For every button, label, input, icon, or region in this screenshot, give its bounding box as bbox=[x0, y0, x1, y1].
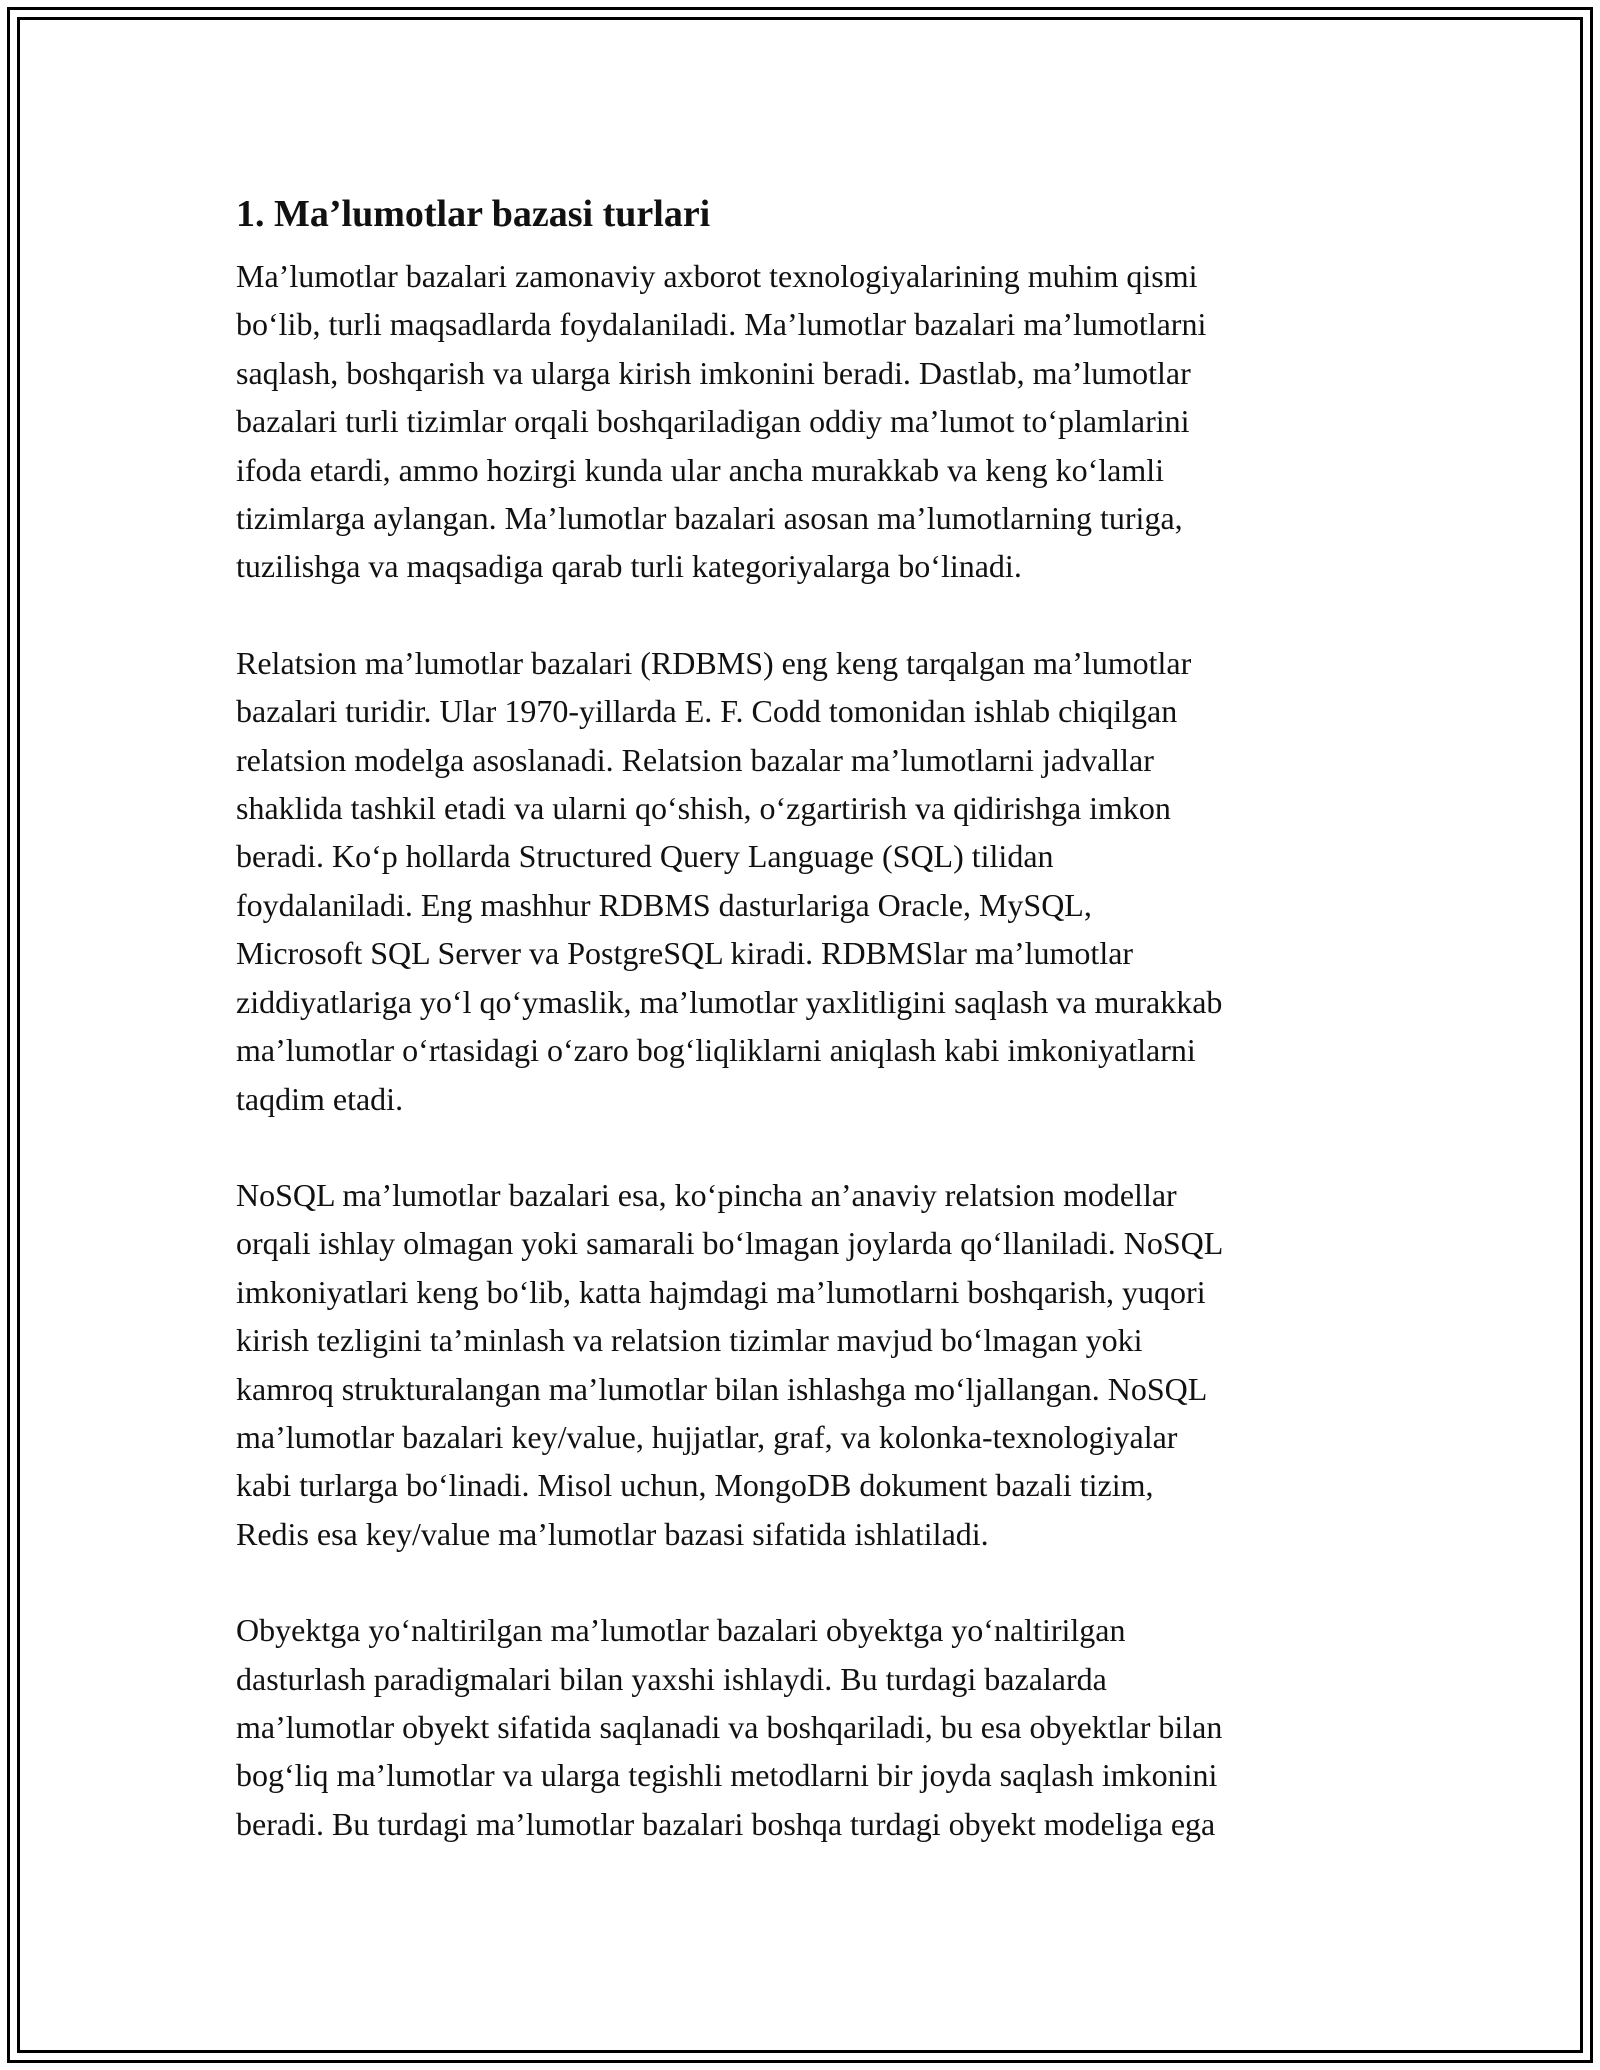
text-line: bog‘liq ma’lumotlar va ularga tegishli metodlarni bir joyda saqlash imkonini bbox=[236, 1757, 1218, 1794]
text-line: bo‘lib, turli maqsadlarda foydalaniladi. Ma’lumotlar bazalari ma’lumotlarni bbox=[236, 306, 1207, 343]
text-line: bazalari turli tizimlar orqali boshqariladigan oddiy ma’lumot to‘plamlarini bbox=[236, 403, 1190, 440]
text-line: NoSQL ma’lumotlar bazalari esa, ko‘pincha an’anaviy relatsion modellar bbox=[236, 1176, 1177, 1213]
text-line: ma’lumotlar obyekt sifatida saqlanadi va boshqariladi, bu esa obyektlar bilan bbox=[236, 1708, 1223, 1745]
text-line: imkoniyatlari keng bo‘lib, katta hajmdagi ma’lumotlarni boshqarish, yuqori bbox=[236, 1273, 1206, 1310]
document-body bbox=[236, 186, 1386, 1848]
text-line: bazalari turidir. Ular 1970-yillarda E. F. Codd tomonidan ishlab chiqilgan bbox=[236, 693, 1178, 730]
text-line: kamroq strukturalangan ma’lumotlar bilan ishlashga mo‘ljallangan. NoSQL bbox=[236, 1370, 1208, 1407]
text-line: orqali ishlay olmagan yoki samarali bo‘lmagan joylarda qo‘llaniladi. NoSQL bbox=[236, 1225, 1224, 1262]
text-line: relatsion modelga asoslanadi. Relatsion bazalar ma’lumotlarni jadvallar bbox=[236, 741, 1154, 778]
paragraph-object-oriented bbox=[236, 1606, 1386, 1848]
text-line: shaklida tashkil etadi va ularni qo‘shish, o‘zgartirish va qidirishga imkon bbox=[236, 790, 1171, 827]
text-line: foydalaniladi. Eng mashhur RDBMS dasturlariga Oracle, MySQL, bbox=[236, 886, 1092, 923]
text-line: saqlash, boshqarish va ularga kirish imkonini beradi. Dastlab, ma’lumotlar bbox=[236, 354, 1191, 391]
text-line: beradi. Ko‘p hollarda Structured Query Language (SQL) tilidan bbox=[236, 838, 1054, 875]
text-line: Microsoft SQL Server va PostgreSQL kiradi. RDBMSlar ma’lumotlar bbox=[236, 935, 1134, 972]
text-line: beradi. Bu turdagi ma’lumotlar bazalari boshqa turdagi obyekt modeliga ega bbox=[236, 1805, 1216, 1842]
text-line: taqdim etadi. bbox=[236, 1080, 404, 1117]
text-line: ifoda etardi, ammo hozirgi kunda ular ancha murakkab va keng ko‘lamli bbox=[236, 451, 1164, 488]
text-line: ziddiyatlariga yo‘l qo‘ymaslik, ma’lumotlar yaxlitligini saqlash va murakkab bbox=[236, 983, 1223, 1020]
text-line: kirish tezligini ta’minlash va relatsion tizimlar mavjud bo‘lmagan yoki bbox=[236, 1322, 1143, 1359]
text-line: ma’lumotlar o‘rtasidagi o‘zaro bog‘liqliklarni aniqlash kabi imkoniyatlarni bbox=[236, 1032, 1196, 1069]
text-line: Ma’lumotlar bazalari zamonaviy axborot texnologiyalarining muhim qismi bbox=[236, 258, 1198, 294]
section-heading: 1. Ma’lumotlar bazasi turlari bbox=[236, 193, 711, 235]
paragraph-intro bbox=[236, 252, 1386, 591]
paragraph-relational bbox=[236, 639, 1386, 1123]
paragraph-nosql bbox=[236, 1171, 1386, 1558]
text-line: tizimlarga aylangan. Ma’lumotlar bazalari asosan ma’lumotlarning turiga, bbox=[236, 500, 1183, 537]
text-line: Relatsion ma’lumotlar bazalari (RDBMS) eng keng tarqalgan ma’lumotlar bbox=[236, 644, 1192, 681]
text-line: dasturlash paradigmalari bilan yaxshi ishlaydi. Bu turdagi bazalarda bbox=[236, 1660, 1107, 1697]
text-line: ma’lumotlar bazalari key/value, hujjatlar, graf, va kolonka-texnologiyalar bbox=[236, 1418, 1178, 1455]
text-line: kabi turlarga bo‘linadi. Misol uchun, MongoDB dokument bazali tizim, bbox=[236, 1467, 1154, 1504]
text-line: Redis esa key/value ma’lumotlar bazasi sifatida ishlatiladi. bbox=[236, 1515, 989, 1552]
text-line: tuzilishga va maqsadiga qarab turli kategoriyalarga bo‘linadi. bbox=[236, 548, 1022, 585]
text-line: Obyektga yo‘naltirilgan ma’lumotlar bazalari obyektga yo‘naltirilgan bbox=[236, 1612, 1126, 1649]
